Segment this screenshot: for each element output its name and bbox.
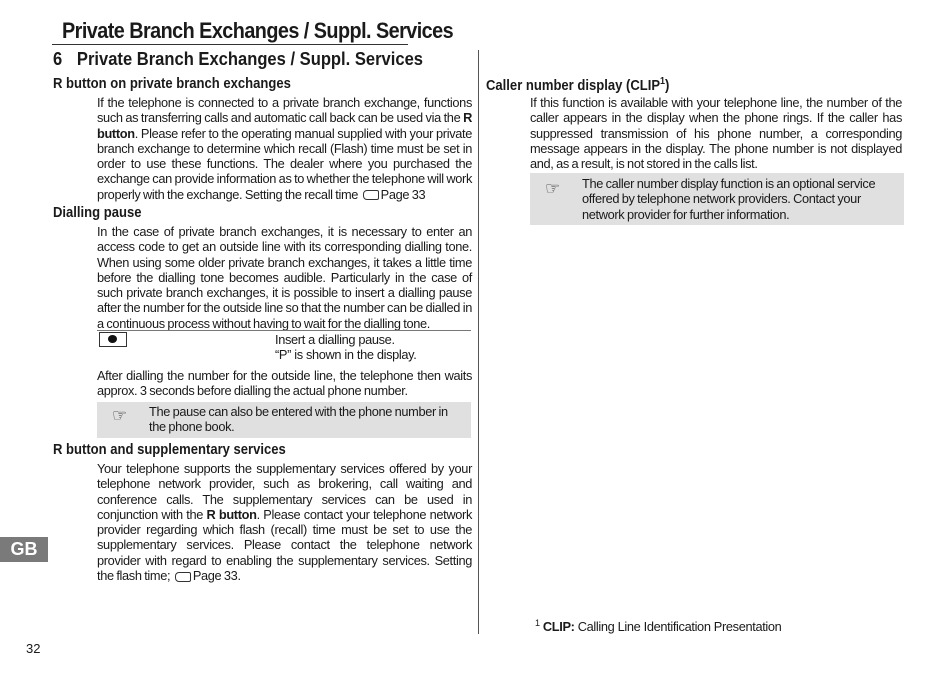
section-text-dialling-pause: In the case of private branch exchanges, it is necessary to enter an access code to get an outside line with its corresponding dialling tone. When using some older private branch exchanges, it takes a little time before the dialling tone becomes audible. Particularly in the case of such private branch exchanges, it is possible to insert a dialling pause after the number for the outside line so that the number can be dialled in a continuous process without having to wait for the dialling tone. [97, 224, 472, 331]
pause-key-icon [99, 332, 127, 347]
page-reference: Page 33. [192, 568, 241, 584]
footnote: $^1$ CLIP: Calling Line Identification Presentation [535, 618, 782, 634]
header-rule [52, 44, 408, 45]
section-heading-dialling-pause: Dialling pause [53, 205, 142, 221]
page-reference: Page 33 [380, 186, 426, 202]
language-tab: GB [0, 537, 48, 562]
hand-pointer-icon: ☞ [545, 179, 561, 198]
section-text-r-button-pbx: If the telephone is connected to a private branch exchange, functions such as transferring calls and automatic call back can be used via the R button. Please refer to the operating manual supplied with your private branch exchange to determine which recall (Flash) time must be set in order to use these functions. The dealer where you purchased the exchange can provide information as to whether the telephone will work properly with the exchange. Setting the recall time Page 33 [97, 95, 472, 202]
finger-pointer-icon [363, 190, 379, 200]
page-header-title: Private Branch Exchanges / Suppl. Services [62, 18, 454, 43]
note-text-pause: The pause can also be entered with the phone number in the phone book. [149, 404, 448, 435]
page-number: 32 [26, 641, 41, 656]
finger-pointer-icon [175, 572, 191, 582]
hand-pointer-icon: ☞ [112, 406, 128, 425]
section-text-after-pause: After dialling the number for the outside line, the telephone then waits approx. 3 seconds before dialling the actual phone number. [97, 368, 472, 399]
chapter-heading [53, 49, 423, 70]
note-text-caller-display: The caller number display function is an optional service offered by telephone network providers. Contact your network provider for further information. [582, 176, 876, 222]
note-box-pause [97, 402, 471, 438]
chapter-number: 6 [53, 49, 63, 69]
section-text-caller-display: If this function is available with your telephone line, the number of the caller appears in the display when the phone rings. If the caller has suppressed transmission of his phone number, a corresponding message appears in the display. The phone number is not displayed and, as a result, is not stored in the calls list. [530, 95, 902, 172]
section-heading-r-button-supp: R button and supplementary services [53, 442, 286, 458]
section-heading-caller-display: Caller number display (CLIP$^1$) [486, 76, 670, 94]
key-table-rule [97, 330, 471, 331]
note-box-caller-display [530, 173, 904, 225]
section-text-r-button-supp: Your telephone supports the supplementary services offered by your telephone network provider, such as brokering, call waiting and conference calls. The supplementary services can be used in conjunction with the R button. Please contact your telephone network provider regarding which flash (recall) time must be set to use the supplementary services. Please contact the telephone network provider with regard to enabling the supplementary services. Setting the flash time; Page 33. [97, 461, 472, 584]
key-description: Insert a dialling pause. “P” is shown in the display. [275, 332, 417, 363]
chapter-title: Private Branch Exchanges / Suppl. Services [76, 49, 423, 69]
section-heading-r-button-pbx: R button on private branch exchanges [53, 76, 291, 92]
column-divider [478, 50, 479, 634]
